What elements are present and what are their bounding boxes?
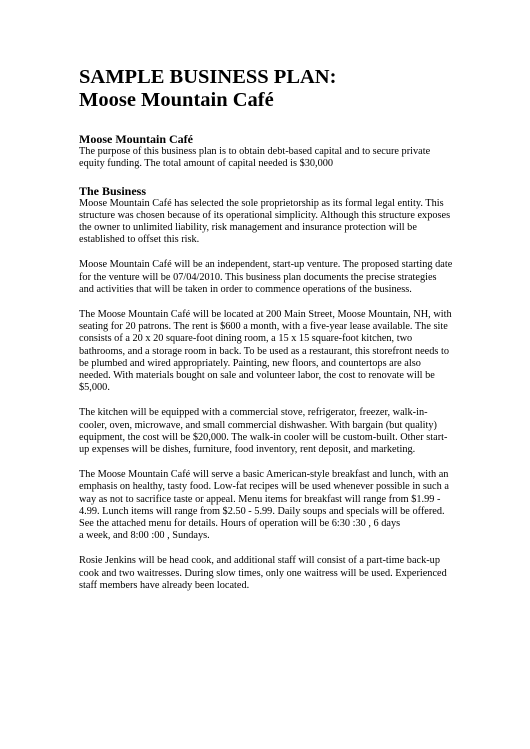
text-line: be plumbed and wired appropriately. Painting, new floors, and countertops are also: [79, 357, 421, 369]
paragraph-location: [79, 309, 479, 395]
text-line: bathrooms, and a storage room in back. To be used as a restaurant, this storefront needs to: [79, 345, 449, 357]
text-line: The purpose of this business plan is to obtain debt-based capital and to secure private: [79, 146, 431, 157]
text-line: needed. With materials bought on sale and volunteer labor, the cost to renovate will be: [79, 370, 435, 382]
text-line: 4.99. Lunch items will range from $2.50 - 5.99. Daily soups and specials will be offered.: [79, 505, 445, 517]
section-heading-business: The Business: [79, 183, 147, 198]
text-line: equipment, the cost will be $20,000. The walk-in cooler will be custom-built. Other start-: [79, 431, 448, 443]
text-line: $5,000.: [79, 382, 110, 394]
text-line: a week, and 8:00 :00 , Sundays.: [79, 530, 210, 542]
text-line: cooler, oven, microwave, and small commercial dishwasher. With bargain (but quality): [79, 419, 437, 431]
text-line: equity funding. The total amount of capital needed is $30,000: [79, 158, 334, 170]
title-line-2: Moose Mountain Café: [79, 89, 274, 111]
text-line: The kitchen will be equipped with a commercial stove, refrigerator, freezer, walk-in-: [79, 407, 428, 419]
text-line: structure was chosen because of its operational simplicity. Although this structure exposes: [79, 209, 451, 221]
text-line: consists of a 20 x 20 square-foot dining room, a 15 x 15 square-foot kitchen, two: [79, 333, 413, 345]
paragraph-kitchen: [79, 407, 479, 456]
text-line: up expenses will be dishes, furniture, food inventory, rent deposit, and marketing.: [79, 444, 416, 456]
paragraph-menu: [79, 469, 479, 543]
text-line: seating for 20 patrons. The rent is $600 a month, with a five-year lease available. The site: [79, 320, 448, 332]
text-line: and activities that will be taken in order to commence operations of the business.: [79, 283, 412, 295]
title-line-1: SAMPLE BUSINESS PLAN:: [79, 66, 337, 88]
text-line: the owner to unlimited liability, risk management and insurance protection will be: [79, 222, 417, 234]
text-line: The Moose Mountain Café will serve a basic American-style breakfast and lunch, with an: [79, 468, 449, 480]
document-title: [79, 66, 499, 112]
text-line: The Moose Mountain Café will be located at 200 Main Street, Moose Mountain, NH, with: [79, 308, 452, 320]
section-heading-cafe: Moose Mountain Café: [79, 132, 193, 146]
text-line: for the venture will be 07/04/2010. This business plan documents the precise strategies: [79, 271, 437, 283]
text-line: See the attached menu for details. Hours of operation will be 6:30 :30 , 6 days: [79, 518, 401, 530]
text-line: way as not to sacrifice taste or appeal. Menu items for breakfast will range from $1.99 -: [79, 493, 441, 505]
paragraph-legal-entity: [79, 198, 479, 247]
text-line: Moose Mountain Café will be an independent, start-up venture. The proposed starting date: [79, 259, 453, 271]
text-line: staff members have already been located.: [79, 579, 250, 591]
document-body: [79, 132, 479, 592]
paragraph-staff: [79, 555, 479, 592]
text-line: cook and two waitresses. During slow times, only one waitress will be used. Experienced: [79, 567, 447, 579]
text-line: emphasis on healthy, tasty food. Low-fat recipes will be used whenever possible in such a: [79, 481, 449, 493]
text-line: established to offset this risk.: [79, 234, 200, 246]
paragraph-purpose: [79, 146, 479, 171]
text-line: Moose Mountain Café has selected the sole proprietorship as its formal legal entity. This: [79, 197, 444, 209]
text-line: Rosie Jenkins will be head cook, and additional staff will consist of a part-time back-up: [79, 555, 440, 567]
paragraph-venture: [79, 259, 479, 296]
